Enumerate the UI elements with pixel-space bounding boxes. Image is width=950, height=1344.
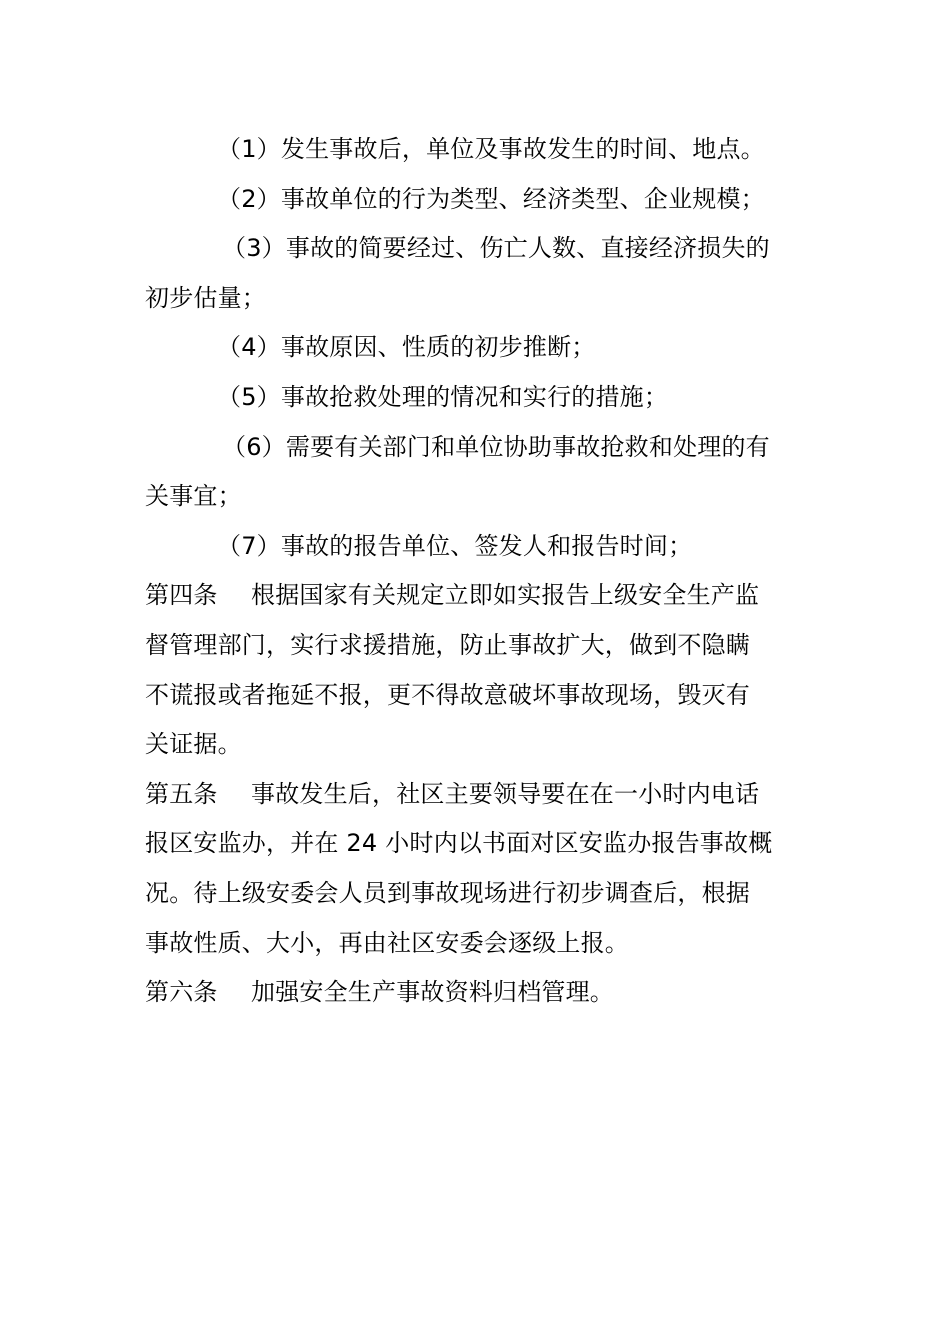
document-body <box>145 125 810 1018</box>
article-5-heading: 第五条 <box>145 779 218 808</box>
article-5-line-3: 况。待上级安委会人员到事故现场进行初步调查后，根据 <box>145 878 750 907</box>
list-item-6-line-1: （6）需要有关部门和单位协助事故抢救和处理的有 <box>222 432 770 461</box>
article-6-text-1: 加强安全生产事故资料归档管理。 <box>251 978 614 1007</box>
list-item-6-line-2: 关事宜； <box>145 482 242 511</box>
list-item-5: （5）事故抢救处理的情况和实行的措施； <box>217 382 669 411</box>
article-5-text-1: 事故发生后，社区主要领导要在在一小时内电话 <box>251 779 760 808</box>
article-6-line-1 <box>145 968 810 1018</box>
article-4-line-1 <box>145 571 810 621</box>
article-6-heading: 第六条 <box>145 978 218 1007</box>
list-item-7: （7）事故的报告单位、签发人和报告时间； <box>217 531 693 560</box>
article-5-line-4: 事故性质、大小，再由社区安委会逐级上报。 <box>145 928 629 957</box>
article-4-text-1: 根据国家有关规定立即如实报告上级安全生产监 <box>251 581 760 610</box>
list-item-3-line-1: （3）事故的简要经过、伤亡人数、直接经济损失的 <box>222 234 770 263</box>
article-5-line-1 <box>145 770 810 820</box>
list-item-2: （2）事故单位的行为类型、经济类型、企业规模； <box>217 184 765 213</box>
article-4-line-3: 不谎报或者拖延不报，更不得故意破坏事故现场，毁灭有 <box>145 680 750 709</box>
list-item-3-line-2: 初步估量； <box>145 283 266 312</box>
article-5-line-2: 报区安监办，并在 24 小时内以书面对区安监办报告事故概 <box>145 829 773 858</box>
list-item-4: （4）事故原因、性质的初步推断； <box>217 333 596 362</box>
article-4-line-4: 关证据。 <box>145 730 242 759</box>
article-4-line-2: 督管理部门，实行求援措施，防止事故扩大，做到不隐瞒 <box>145 630 750 659</box>
article-4-heading: 第四条 <box>145 581 218 610</box>
list-item-1: （1）发生事故后，单位及事故发生的时间、地点。 <box>217 135 765 163</box>
